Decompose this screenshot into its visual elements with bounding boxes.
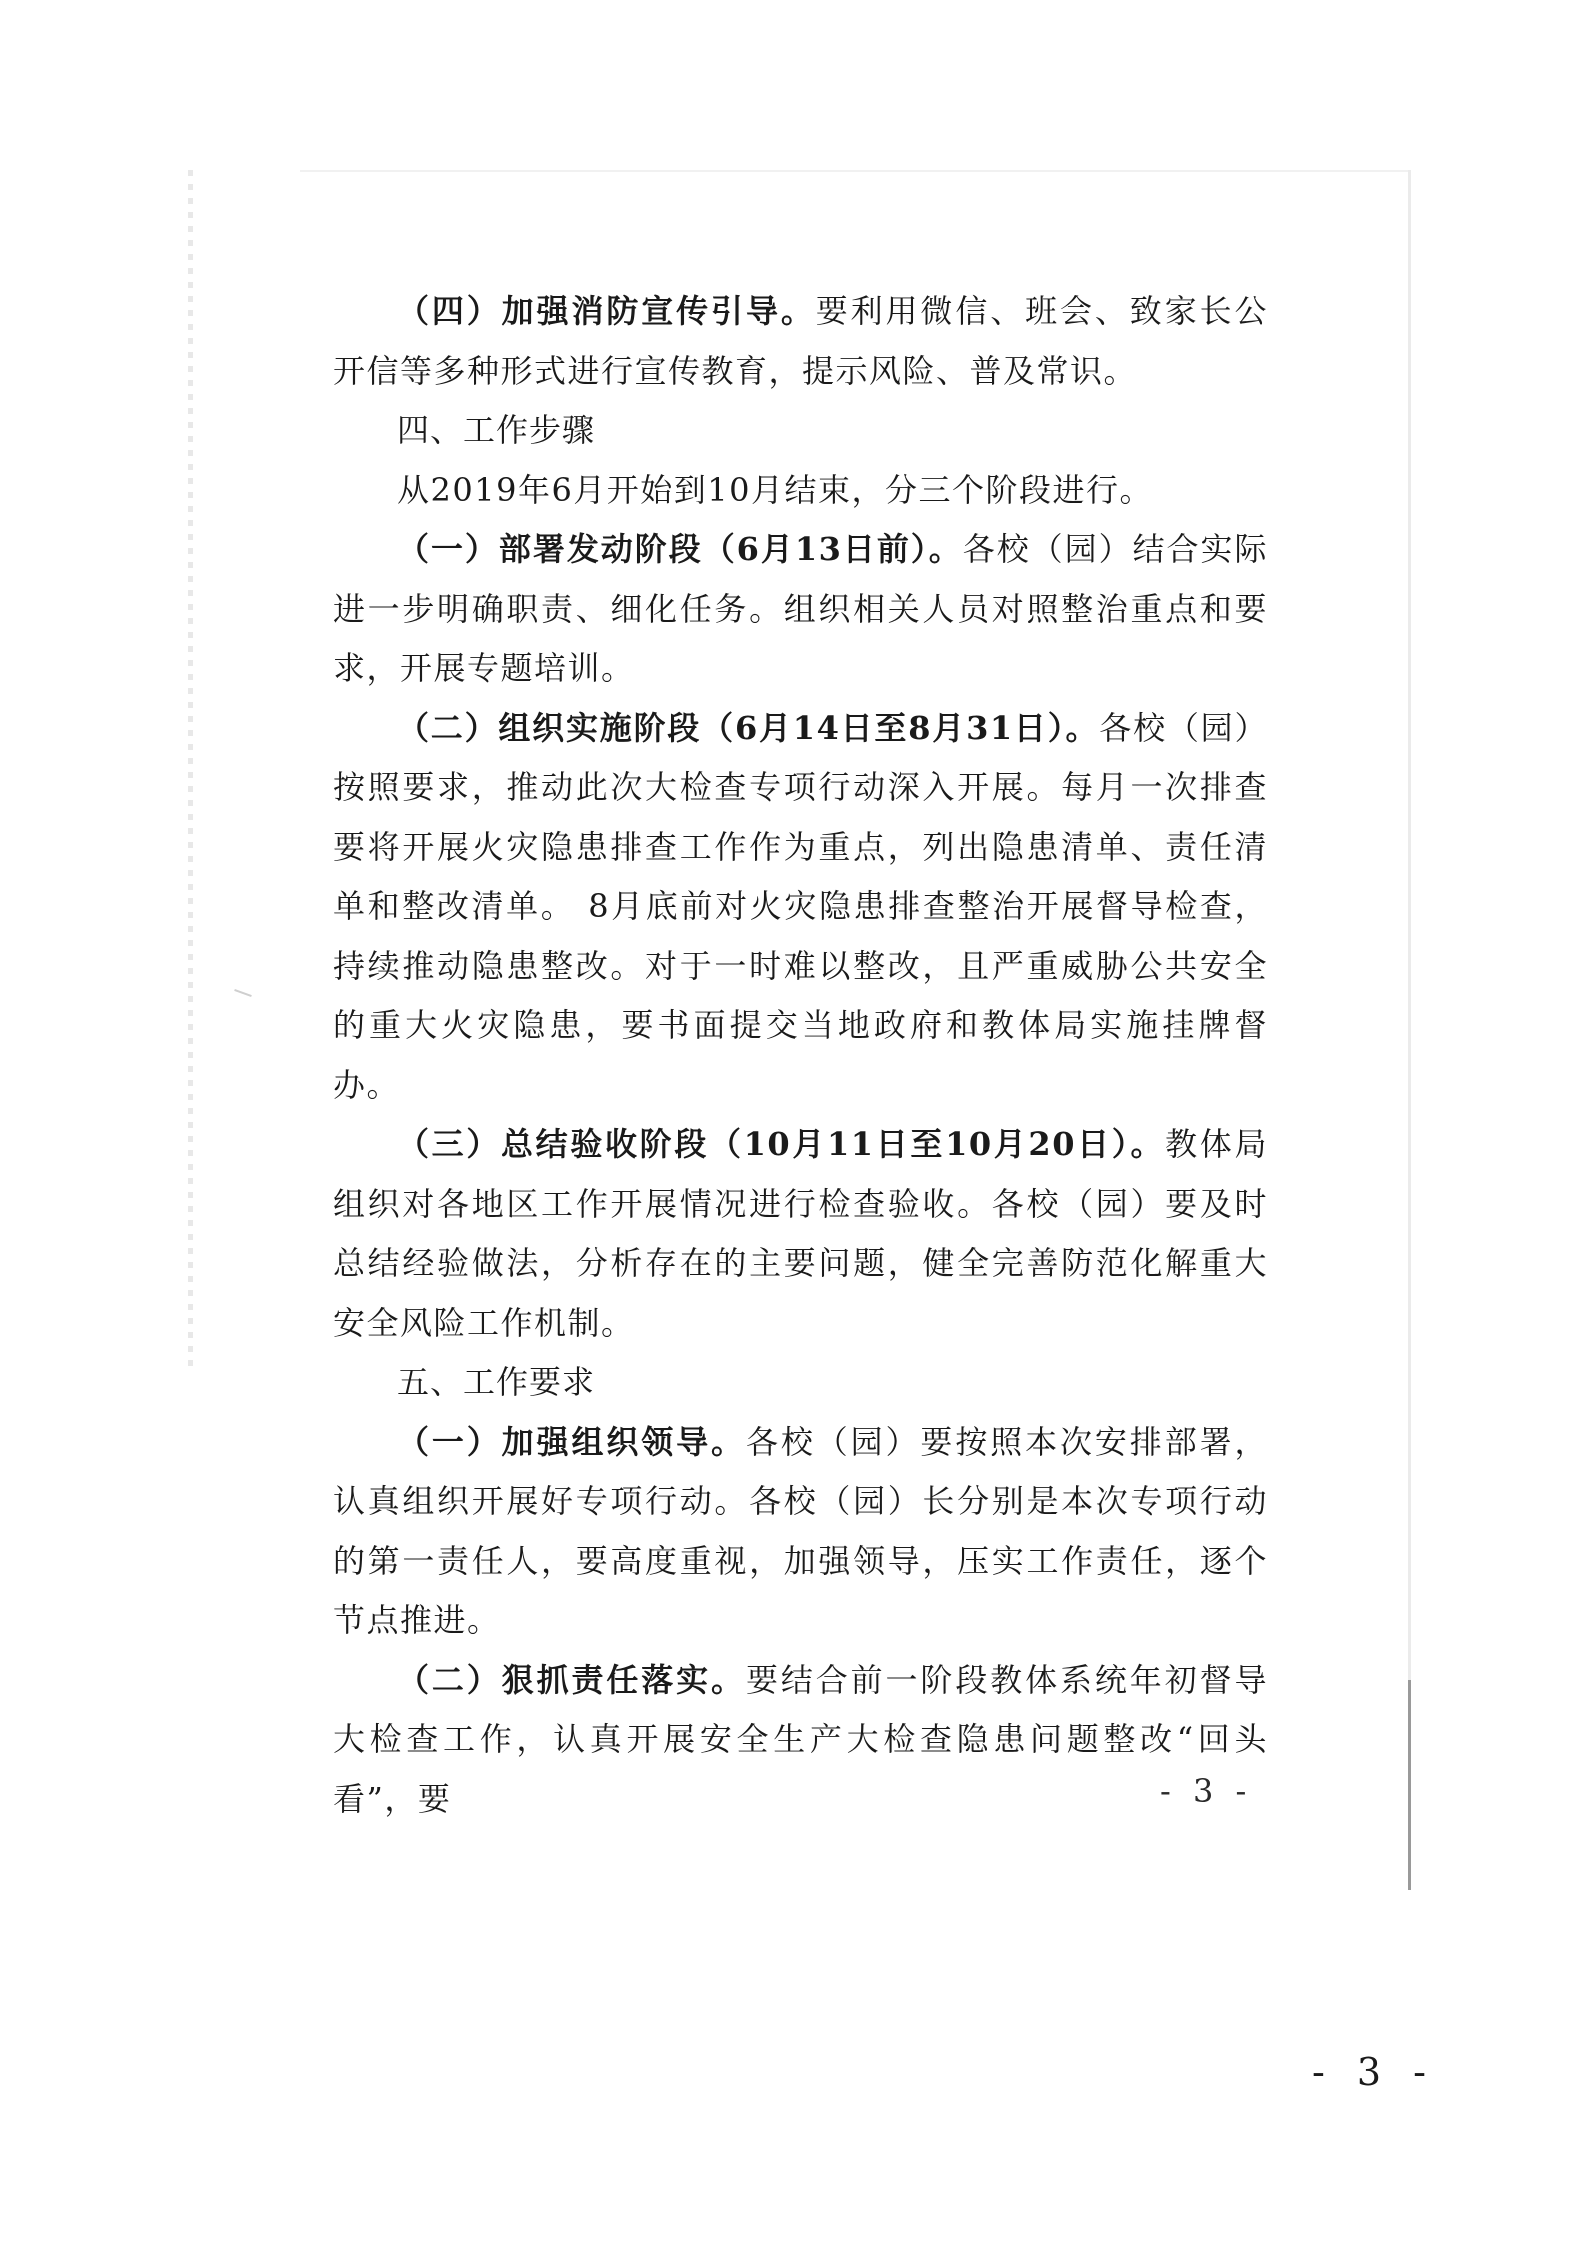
- paragraph-lead: （一）部署发动阶段（6月13日前）。: [397, 530, 963, 568]
- paragraph-schedule: [333, 461, 1268, 521]
- scan-right-edge-shadow: [1408, 1680, 1411, 1890]
- scan-left-edge: [188, 170, 193, 1370]
- paragraph-lead: （四）加强消防宣传引导。: [397, 292, 816, 330]
- paragraph-text: 教体局组织对各地区工作开展情况进行检查验收。各校（园）要及时总结经验做法，分析存在的主要问题，健全完善防范化解重大安全风险工作机制。: [333, 1125, 1268, 1342]
- heading-text: 四、工作步骤: [397, 411, 596, 449]
- scan-top-edge: [300, 170, 1408, 172]
- paragraph-publicity: [333, 282, 1268, 401]
- paragraph-text: 各校（园）要按照本次安排部署，认真组织开展好专项行动。各校（园）长分别是本次专项行动的第一责任人，要高度重视，加强领导，压实工作责任，逐个节点推进。: [333, 1422, 1268, 1639]
- inner-page-number: - 3 -: [1160, 1772, 1253, 1810]
- paragraph-phase-one: [333, 520, 1268, 699]
- paragraph-lead: （一）加强组织领导。: [397, 1422, 746, 1461]
- section-heading-work-steps: [333, 401, 1268, 461]
- paragraph-leadership: [333, 1413, 1268, 1651]
- paragraph-text: 从2019年6月开始到10月结束，分三个阶段进行。: [397, 470, 1154, 509]
- outer-page-number: - 3 -: [1312, 2050, 1437, 2094]
- scan-right-edge: [1408, 170, 1411, 1890]
- paragraph-text: 各校（园）按照要求，推动此次大检查专项行动深入开展。每月一次排查要将开展火灾隐患排查工作作为重点，列出隐患清单、责任清单和整改清单。 8月底前对火灾隐患排查整治开展督导检查，持续推动隐患整改。对于一时难以整改，且严重威胁公共安全的重大火灾隐患，要书面提交当地政府和教体局实施挂牌督办。: [333, 708, 1268, 1104]
- paragraph-phase-three: [333, 1115, 1268, 1353]
- document-body: [333, 282, 1268, 1829]
- section-heading-work-requirements: [333, 1353, 1268, 1413]
- scan-smudge: [234, 989, 252, 997]
- paragraph-responsibility: [333, 1651, 1268, 1830]
- heading-text: 五、工作要求: [397, 1363, 596, 1401]
- paragraph-text: 各校（园）结合实际进一步明确职责、细化任务。组织相关人员对照整治重点和要求，开展专题培训。: [333, 530, 1268, 687]
- paragraph-lead: （二）狠抓责任落实。: [397, 1660, 746, 1699]
- paragraph-lead: （二）组织实施阶段（6月14日至8月31日）。: [397, 708, 1100, 747]
- paragraph-text: 要利用微信、班会、致家长公开信等多种形式进行宣传教育，提示风险、普及常识。: [333, 292, 1268, 390]
- paragraph-text: 要结合前一阶段教体系统年初督导大检查工作，认真开展安全生产大检查隐患问题整改“回头看”，要: [333, 1660, 1268, 1818]
- paragraph-phase-two: [333, 699, 1268, 1116]
- paragraph-lead: （三）总结验收阶段（10月11日至10月20日）。: [397, 1125, 1166, 1163]
